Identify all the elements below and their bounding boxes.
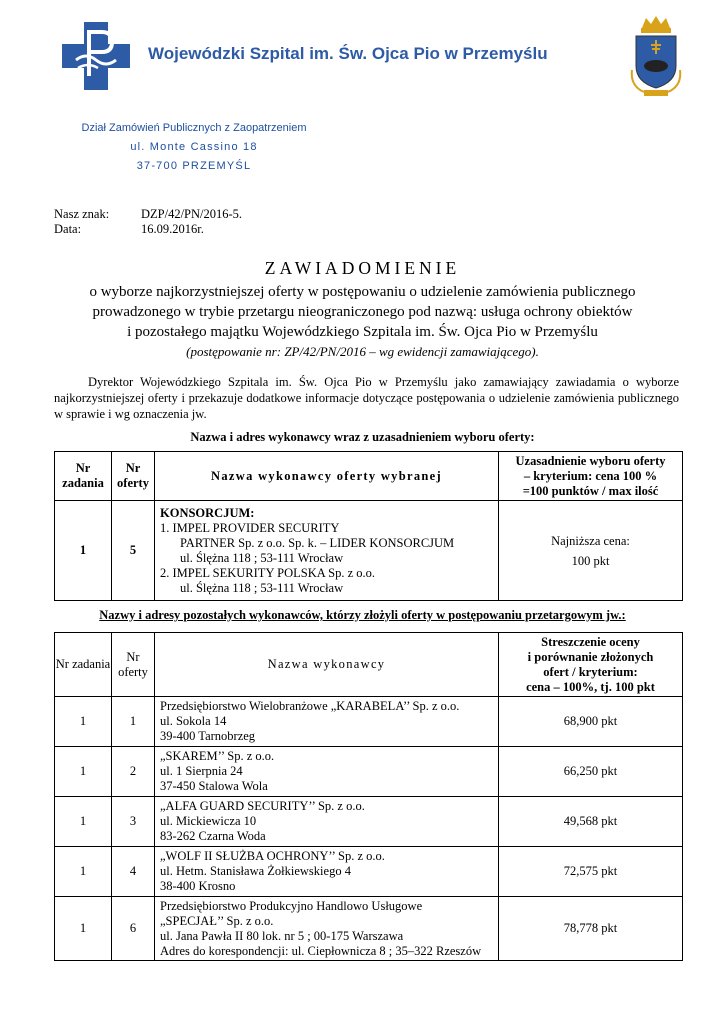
contractor-line: 37-450 Stalowa Wola xyxy=(160,779,268,793)
col-name-header: Nazwa wykonawcy xyxy=(155,633,499,697)
contractor-line: ul. 1 Sierpnia 24 xyxy=(160,764,243,778)
notice-title: ZAWIADOMIENIE xyxy=(264,258,461,278)
subject-note: (postępowanie nr: ZP/42/PN/2016 – wg ewidencji zamawiającego). xyxy=(186,344,539,359)
member-line: ul. Ślężna 118 ; 53-111 Wrocław xyxy=(180,550,344,565)
department-name: Dział Zamówień Publicznych z Zaopatrzeniem xyxy=(81,122,307,134)
contractor-cell xyxy=(155,797,499,847)
offer-cell: 2 xyxy=(112,747,155,797)
contractor-line: 83-262 Czarna Woda xyxy=(160,829,266,843)
score-cell: 49,568 pkt xyxy=(499,797,683,847)
col-task-header: Nr zadania xyxy=(55,633,112,697)
reason-header-line: – kryterium: cena 100 % xyxy=(523,468,658,483)
ref-label: Nasz znak: xyxy=(54,207,110,221)
member-line: 1. IMPEL PROVIDER SECURITY xyxy=(160,520,340,535)
contractor-line: ul. Hetm. Stanisława Żołkiewskiego 4 xyxy=(160,864,351,878)
contractor-line: Przedsiębiorstwo Produkcyjno Handlowo Usługowe xyxy=(160,898,423,913)
offer-cell: 1 xyxy=(112,697,155,747)
hospital-logo xyxy=(62,22,130,90)
contractor-line: 38-400 Krosno xyxy=(160,879,236,893)
date-value: 16.09.2016r. xyxy=(141,222,204,236)
offer-cell: 3 xyxy=(112,797,155,847)
table-row xyxy=(55,747,683,797)
contractor-line: „WOLF II SŁUŻBA OCHRONY’’ Sp. z o.o. xyxy=(160,849,385,863)
task-cell: 1 xyxy=(55,847,112,897)
notice-body: Dyrektor Wojewódzkiego Szpitala im. Św. Ojca Pio w Przemyślu jako zamawiający zawiadamia o wyborze najkorzystniejszej oferty i przekazuje dodatkowe informacje dotyczące postępowania o udzielenie zamówienia publicznego w sprawie i wg oznaczenia jw. xyxy=(54,375,679,421)
contractor-line: 39-400 Tarnobrzeg xyxy=(160,729,256,743)
table-row xyxy=(55,897,683,961)
task-cell: 1 xyxy=(55,501,112,601)
department-city: 37-700 PRZEMYŚL xyxy=(136,160,252,172)
contractor-cell xyxy=(155,747,499,797)
reason-header-line: Uzasadnienie wyboru oferty xyxy=(515,453,666,468)
others-table xyxy=(54,632,683,961)
contractor-line: ul. Jana Pawła II 80 lok. nr 5 ; 00-175 Warszawa xyxy=(160,928,404,943)
col-offer-header: Nr oferty xyxy=(112,633,155,697)
subject-line: o wyborze najkorzystniejszej oferty w postępowaniu o udzielenie zamówienia publicznego xyxy=(89,284,636,300)
task-cell: 1 xyxy=(55,897,112,961)
score-cell: 66,250 pkt xyxy=(499,747,683,797)
table-row xyxy=(55,847,683,897)
contractor-line: „SPECJAŁ’’ Sp. z o.o. xyxy=(160,913,274,928)
coat-of-arms-icon xyxy=(630,14,682,98)
table-header-row xyxy=(55,633,683,697)
table-row xyxy=(55,697,683,747)
consortium-label: KONSORCJUM: xyxy=(160,505,255,520)
hospital-name: Wojewódzki Szpital im. Św. Ojca Pio w Przemyślu xyxy=(148,44,548,63)
contractor-line: „SKAREM’’ Sp. z o.o. xyxy=(160,749,275,763)
contractor-cell xyxy=(155,501,499,601)
col-summary-header xyxy=(499,633,683,697)
summary-header-line: ofert / kryterium: xyxy=(543,664,638,679)
contractor-cell xyxy=(155,847,499,897)
others-heading: Nazwy i adresy pozostałych wykonawców, którzy złożyli oferty w postępowaniu przetargowym jw.: xyxy=(99,608,626,622)
col-task-header: Nr zadania xyxy=(55,452,112,501)
table-row xyxy=(55,501,683,601)
winner-table xyxy=(54,451,683,601)
contractor-line: ul. Sokola 14 xyxy=(160,714,227,728)
score-cell: 78,778 pkt xyxy=(499,897,683,961)
member-line: ul. Ślężna 118 ; 53-111 Wrocław xyxy=(180,580,344,595)
summary-header-line: cena – 100%, tj. 100 pkt xyxy=(526,679,655,694)
ref-value: DZP/42/PN/2016-5. xyxy=(141,207,243,221)
summary-header-line: i porównanie złożonych xyxy=(527,649,654,664)
reason-line: 100 pkt xyxy=(571,553,610,568)
task-cell: 1 xyxy=(55,747,112,797)
table-header-row xyxy=(55,452,683,501)
subject-line: i pozostałego majątku Wojewódzkiego Szpitala im. Św. Ojca Pio w Przemyślu xyxy=(127,324,598,340)
reason-header-line: =100 punktów / max ilość xyxy=(522,483,659,498)
member-line: PARTNER Sp. z o.o. Sp. k. – LIDER KONSORCJUM xyxy=(180,535,455,550)
col-offer-header: Nr oferty xyxy=(112,452,155,501)
task-cell: 1 xyxy=(55,797,112,847)
offer-cell: 5 xyxy=(112,501,155,601)
score-cell: 72,575 pkt xyxy=(499,847,683,897)
col-name-header: Nazwa wykonawcy oferty wybranej xyxy=(155,452,499,501)
member-line: 2. IMPEL SEKURITY POLSKA Sp. z o.o. xyxy=(160,565,376,580)
notice-subject xyxy=(40,282,685,362)
table-row xyxy=(55,797,683,847)
contractor-cell xyxy=(155,897,499,961)
date-label: Data: xyxy=(54,222,82,236)
contractor-line: ul. Mickiewicza 10 xyxy=(160,814,257,828)
reason-cell xyxy=(499,501,683,601)
reason-line: Najniższa cena: xyxy=(551,533,630,548)
col-reason-header xyxy=(499,452,683,501)
winner-heading: Nazwa i adres wykonawcy wraz z uzasadnieniem wyboru oferty: xyxy=(190,430,535,444)
task-cell: 1 xyxy=(55,697,112,747)
contractor-line: „ALFA GUARD SECURITY’’ Sp. z o.o. xyxy=(160,799,365,813)
offer-cell: 4 xyxy=(112,847,155,897)
offer-cell: 6 xyxy=(112,897,155,961)
department-street: ul. Monte Cassino 18 xyxy=(130,141,258,153)
contractor-line: Adres do korespondencji: ul. Ciepłownicza 8 ; 35–322 Rzeszów xyxy=(160,943,482,958)
summary-header-line: Streszczenie oceny xyxy=(541,634,640,649)
contractor-line: Przedsiębiorstwo Wielobranżowe „KARABELA’’ Sp. z o.o. xyxy=(160,699,460,713)
subject-line: prowadzonego w trybie przetargu nieograniczonego pod nazwą: usługa ochrony obiektów xyxy=(92,304,633,320)
contractor-cell xyxy=(155,697,499,747)
score-cell: 68,900 pkt xyxy=(499,697,683,747)
